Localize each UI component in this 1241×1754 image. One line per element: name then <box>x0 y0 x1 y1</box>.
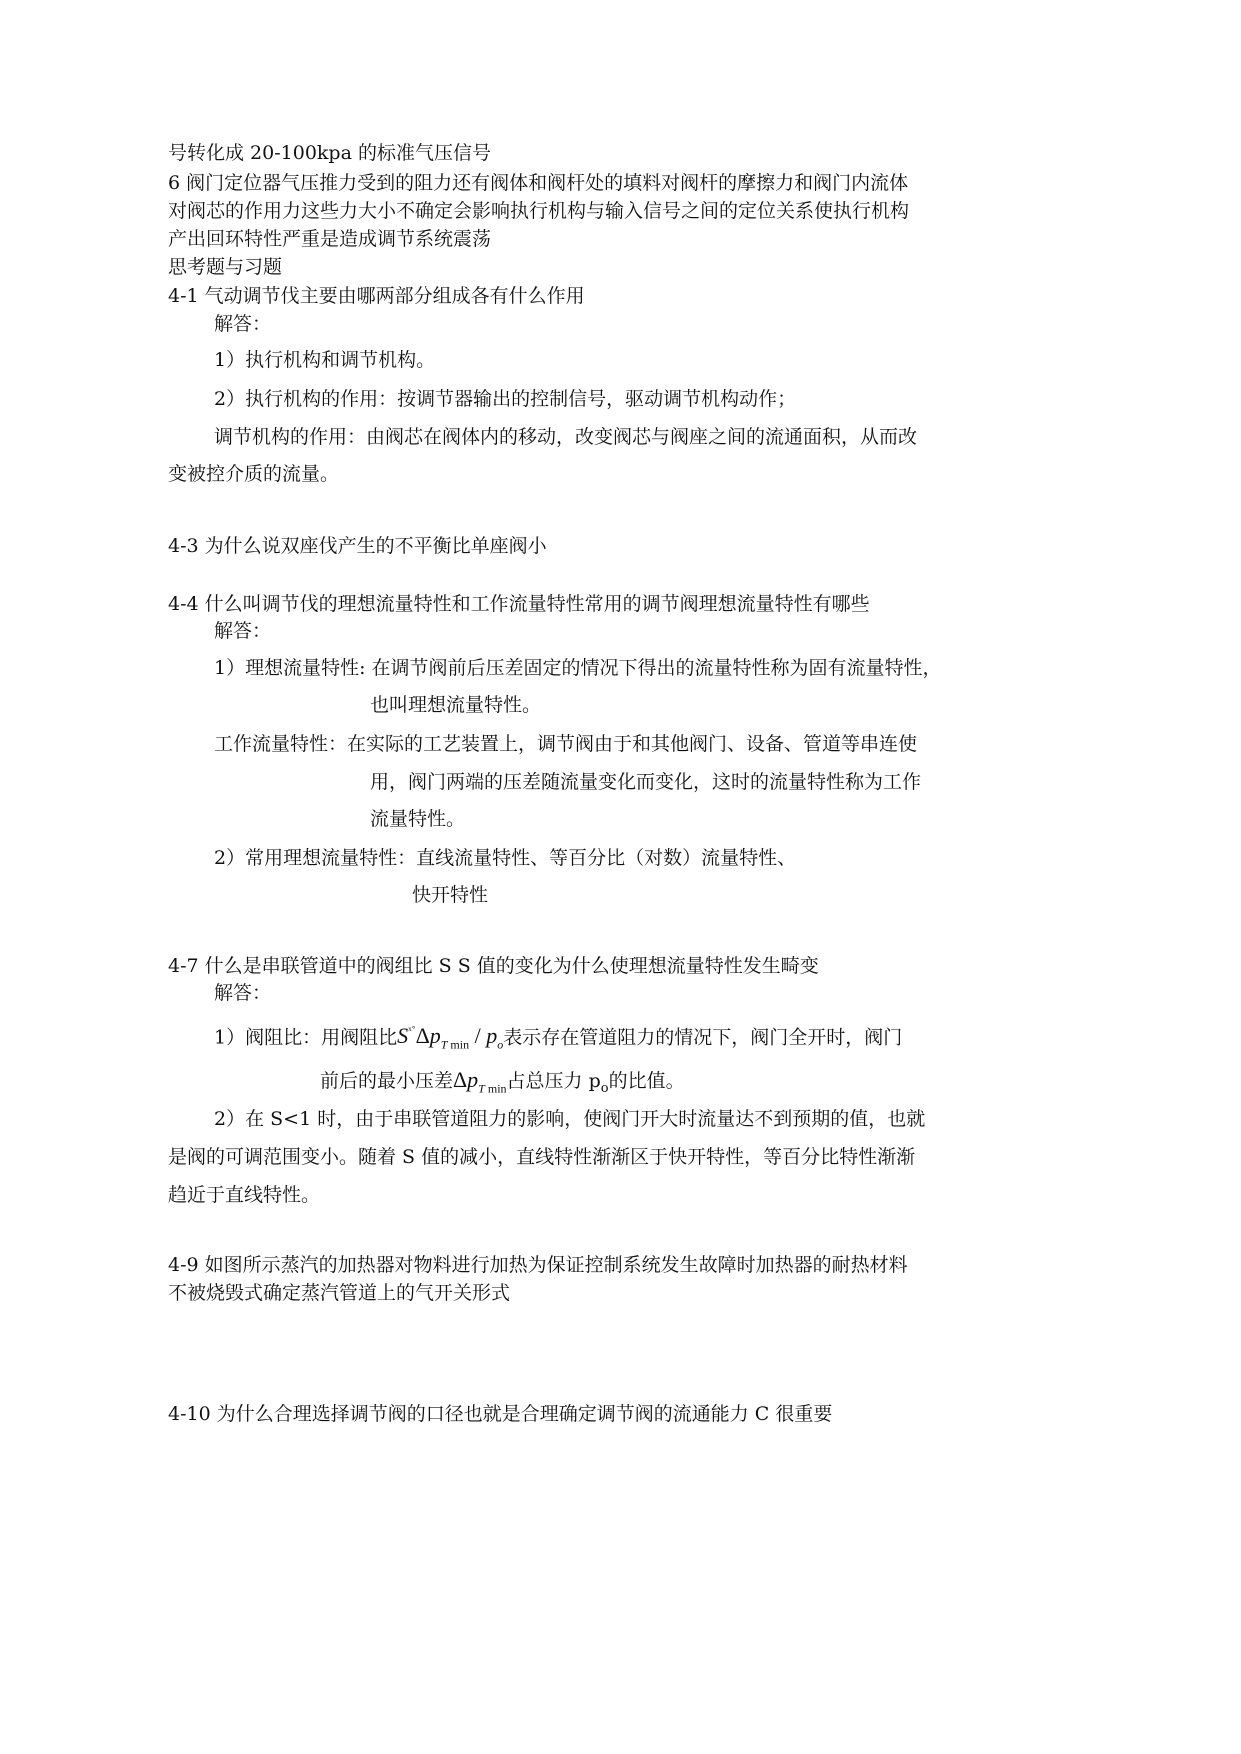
text-segment: 的比值。 <box>608 1070 685 1092</box>
section-title: 思考题与习题 <box>168 256 283 278</box>
text-line: 号转化成 20-100kpa 的标准气压信号 <box>168 142 491 164</box>
question-4-10: 4-10 为什么合理选择调节阀的口径也就是合理确定调节阀的流通能力 C 很重要 <box>168 1403 833 1425</box>
answer-label: 解答： <box>214 620 272 642</box>
text-line: 1）执行机构和调节机构。 <box>214 349 436 371</box>
text-line: 流量特性。 <box>370 808 466 830</box>
valve-ratio-formula: $S^{ˣ˚}\Delta p_{T min} / p_o$ <box>397 1023 504 1052</box>
text-line: 变被控介质的流量。 <box>168 463 340 485</box>
text-line: 用，阀门两端的压差随流量变化而变化，这时的流量特性称为工作 <box>370 771 922 793</box>
question-4-7: 4-7 什么是串联管道中的阀组比 S S 值的变化为什么使理想流量特性发生畸变 <box>168 955 819 977</box>
text-segment: 占总压力 p <box>506 1070 601 1092</box>
text-segment: 前后的最小压差 <box>320 1070 454 1092</box>
text-line: 快开特性 <box>412 884 489 906</box>
text-line: 对阀芯的作用力这些力大小不确定会影响执行机构与输入信号之间的定位关系使执行机构 <box>168 200 910 222</box>
text-segment: 表示存在管道阻力的情况下，阀门全开时，阀门 <box>503 1026 903 1049</box>
text-line-with-formula <box>214 1018 902 1058</box>
text-line: 工作流量特性：在实际的工艺装置上，调节阀由于和其他阀门、设备、管道等串连使 <box>214 733 918 755</box>
text-line: 产出回环特性严重是造成调节系统震荡 <box>168 228 492 250</box>
min-pressure-diff-formula: $\Delta p_{T min}$ <box>453 1067 507 1096</box>
text-line: 是阀的可调范围变小。随着 S 值的减小，直线特性渐渐区于快开特性，等百分比特性渐渐 <box>168 1146 916 1168</box>
question-4-1: 4-1 气动调节伐主要由哪两部分组成各有什么作用 <box>168 285 585 307</box>
text-segment: 1）阀阻比：用阀阻比 <box>214 1026 398 1049</box>
question-4-3: 4-3 为什么说双座伐产生的不平衡比单座阀小 <box>168 535 547 557</box>
text-line: 1）理想流量特性: 在调节阀前后压差固定的情况下得出的流量特性称为固有流量特性， <box>214 657 942 679</box>
text-line-with-formula: 前后的最小压差$\Delta p_{T min}$占总压力 $p_o$的比值。 <box>320 1067 685 1096</box>
answer-label: 解答： <box>214 313 272 335</box>
text-line: 调节机构的作用：由阀芯在阀体内的移动，改变阀芯与阀座之间的流通面积，从而改 <box>214 426 918 448</box>
answer-label: 解答： <box>214 982 272 1004</box>
text-line: 趋近于直线特性。 <box>168 1184 321 1206</box>
text-line: 2）常用理想流量特性：直线流量特性、等百分比（对数）流量特性、 <box>214 847 797 869</box>
text-line: 不被烧毁式确定蒸汽管道上的气开关形式 <box>168 1282 511 1304</box>
text-line: 2）执行机构的作用：按调节器输出的控制信号，驱动调节机构动作； <box>214 388 797 410</box>
question-4-9: 4-9 如图所示蒸汽的加热器对物料进行加热为保证控制系统发生故障时加热器的耐热材料 <box>168 1254 908 1276</box>
text-line: 6 阀门定位器气压推力受到的阻力还有阀体和阀杆处的填料对阀杆的摩擦力和阀门内流体 <box>168 172 909 194</box>
text-line: 2）在 S<1 时，由于串联管道阻力的影响，使阀门开大时流量达不到预期的值，也就 <box>214 1108 926 1130</box>
question-4-4: 4-4 什么叫调节伐的理想流量特性和工作流量特性常用的调节阀理想流量特性有哪些 <box>168 593 870 615</box>
text-line: 也叫理想流量特性。 <box>370 694 542 716</box>
